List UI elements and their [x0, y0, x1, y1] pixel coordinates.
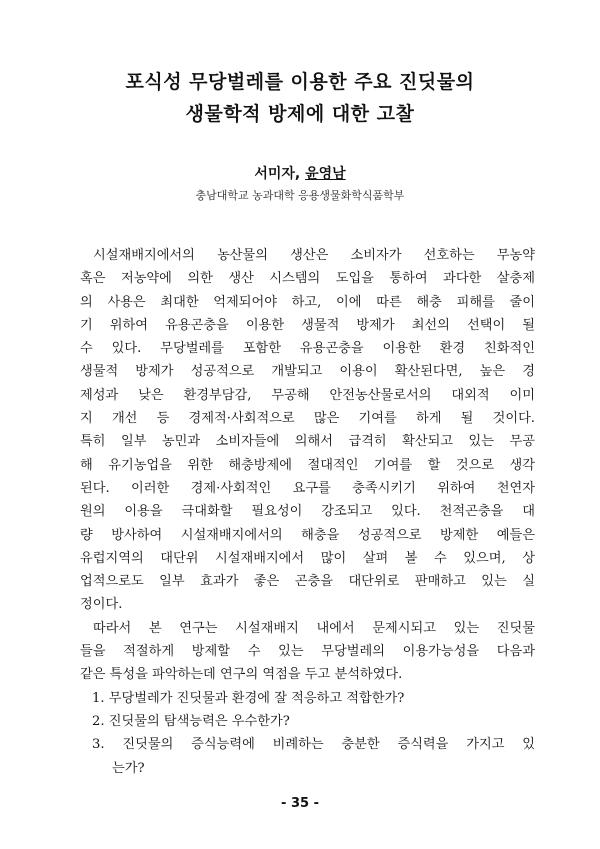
- title-line-1: 포식성 무당벌레를 이용한 주요 진딧물의: [125, 71, 475, 93]
- body-line: 된다. 이러한 경제·사회적인 요구를 충족시키기 위하여 천연자: [80, 480, 535, 496]
- body-line: 같은 특성을 파악하는데 연구의 역점을 두고 분석하였다.: [80, 667, 403, 683]
- author-1: 서미자,: [254, 166, 301, 182]
- body-line: 제성과 낮은 환경부담감, 무공해 안전농산물로서의 대외적 이미: [80, 387, 535, 403]
- body-line: 기 위하여 유용곤충을 이용한 생물적 방제가 최선의 선택이 될: [80, 317, 535, 333]
- list-item: 1. 무당벌레가 진딧물과 환경에 잘 적응하고 적합한가?: [92, 690, 405, 706]
- body-line: 업적으로도 일부 효과가 좋은 곤충을 대단위로 판매하고 있는 실: [80, 574, 535, 590]
- page-number: - 35 -: [281, 796, 319, 811]
- body-line: 정이다.: [80, 597, 123, 613]
- affiliation: 충남대학교 농과대학 응용생물화학식품학부: [195, 189, 405, 202]
- body-line: 시설재배지에서의 농산물의 생산은 소비자가 선호하는 무농약: [93, 248, 535, 263]
- body-line: 생물적 방제가 성공적으로 개발되고 이용이 확산된다면, 높은 경: [80, 364, 535, 380]
- author-2: 윤영남: [305, 166, 346, 182]
- paper-title: [0, 66, 600, 130]
- body-line: 특히 일부 농민과 소비자들에 의해서 급격히 확산되고 있는 무공: [80, 434, 535, 450]
- body-line: 원의 이용을 극대화할 필요성이 강조되고 있다. 천적곤충을 대: [80, 504, 535, 520]
- body-line: 의 사용은 최대한 억제되어야 하고, 이에 따른 해충 피해를 줄이: [80, 294, 535, 310]
- list-item-continuation: 는가?: [112, 760, 145, 776]
- body-line: 들을 적절하게 방제할 수 있는 무당벌레의 이용가능성을 다음과: [80, 644, 535, 660]
- body-line: 유럽지역의 대단위 시설재배지에서 많이 살펴 볼 수 있으며, 상: [80, 550, 535, 566]
- body-line: 해 유기농업을 위한 해충방제에 절대적인 기여를 할 것으로 생각: [80, 457, 535, 473]
- authors: [0, 163, 600, 183]
- title-line-2: 생물학적 방제에 대한 고찰: [185, 103, 415, 125]
- body-line: 수 있다. 무당벌레를 포함한 유용곤충을 이용한 환경 친화적인: [80, 341, 535, 357]
- body-line: 혹은 저농약에 의한 생산 시스템의 도입을 통하여 과다한 살충제: [80, 271, 535, 287]
- body-line: 지 개선 등 경제적·사회적으로 많은 기여를 하게 될 것이다.: [80, 411, 535, 427]
- body-line: 량 방사하여 시설재배지에서의 해충을 성공적으로 방제한 예들은: [80, 527, 535, 543]
- list-item: 3. 진딧물의 증식능력에 비례하는 충분한 증식력을 가지고 있: [92, 737, 535, 753]
- list-item: 2. 진딧물의 탐색능력은 우수한가?: [92, 713, 290, 729]
- body-line: 따라서 본 연구는 시설재배지 내에서 문제시되고 있는 진딧물: [93, 620, 535, 636]
- body-text: [80, 244, 535, 780]
